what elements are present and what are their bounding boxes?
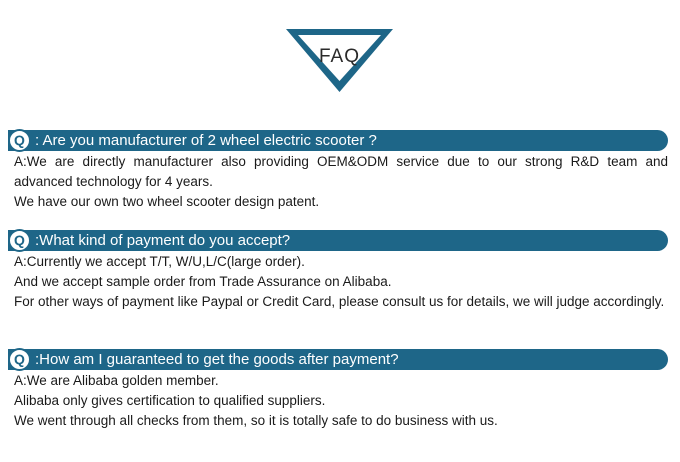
question-text: :How am I guaranteed to get the goods after payment? xyxy=(35,351,399,368)
question-marker-icon: Q xyxy=(8,229,31,252)
answer-line: A:We are directly manufacturer also providing OEM&ODM service due to our strong R&D team and advanced technology for 4 years. xyxy=(14,154,668,189)
question-text: : Are you manufacturer of 2 wheel electric scooter ? xyxy=(35,132,377,149)
answer-line: We have our own two wheel scooter design patent. xyxy=(14,194,320,209)
answer-line: A:Currently we accept T/T, W/U,L/C(large order). xyxy=(14,254,305,269)
question-marker-icon: Q xyxy=(8,129,31,152)
answer-block xyxy=(14,152,668,212)
question-marker-icon: Q xyxy=(8,348,31,371)
answer-block xyxy=(14,252,668,312)
answer-line: Alibaba only gives certification to qualified suppliers. xyxy=(14,393,326,408)
question-text: :What kind of payment do you accept? xyxy=(35,232,291,249)
answer-line: A:We are Alibaba golden member. xyxy=(14,373,219,388)
answer-line: And we accept sample order from Trade Assurance on Alibaba. xyxy=(14,274,392,289)
question-bar xyxy=(8,349,668,370)
answer-line: We went through all checks from them, so it is totally safe to do business with us. xyxy=(14,413,498,428)
answer-block xyxy=(14,371,668,431)
faq-title: FAQ xyxy=(318,46,360,67)
faq-logo xyxy=(283,26,396,96)
answer-line: For other ways of payment like Paypal or Credit Card, please consult us for details, we will judge accordingly. xyxy=(14,294,665,309)
question-bar xyxy=(8,230,668,251)
question-bar xyxy=(8,130,668,151)
